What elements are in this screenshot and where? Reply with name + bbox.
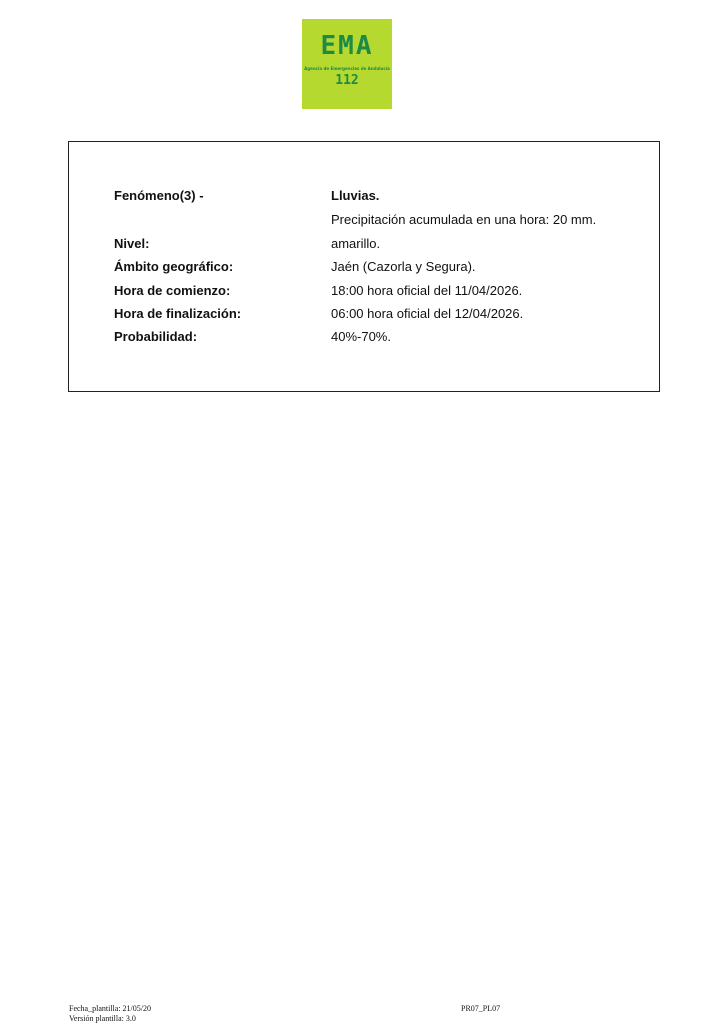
value-fenomeno: Lluvias. xyxy=(331,188,380,203)
logo-main-text: EMA xyxy=(320,31,374,61)
row-probabilidad xyxy=(69,329,659,353)
label-hora-comienzo: Hora de comienzo: xyxy=(114,283,231,298)
value-hora-finalizacion: 06:00 hora oficial del 12/04/2026. xyxy=(331,306,524,321)
warning-details-box xyxy=(68,141,660,392)
template-version: Versión plantilla: 3.0 xyxy=(69,1014,136,1023)
logo-subtitle: Agencia de Emergencias de Andalucía xyxy=(304,66,390,71)
row-fenomeno xyxy=(69,188,659,212)
label-ambito: Ámbito geográfico: xyxy=(114,259,234,274)
row-ambito xyxy=(69,259,659,283)
label-hora-finalizacion: Hora de finalización: xyxy=(114,306,242,321)
logo-number: 112 xyxy=(335,73,359,88)
value-precipitacion: Precipitación acumulada en una hora: 20 mm. xyxy=(331,212,597,227)
label-nivel: Nivel: xyxy=(114,236,150,251)
value-hora-comienzo: 18:00 hora oficial del 11/04/2026. xyxy=(331,283,523,298)
label-probabilidad: Probabilidad: xyxy=(114,329,198,344)
row-nivel xyxy=(69,236,659,260)
row-precipitacion xyxy=(69,212,659,236)
row-hora-finalizacion xyxy=(69,306,659,330)
template-info xyxy=(69,1004,151,1024)
ema-112-logo xyxy=(302,19,392,109)
value-nivel: amarillo. xyxy=(331,236,381,251)
template-code: PR07_PL07 xyxy=(461,1004,501,1013)
template-date: Fecha_plantilla: 21/05/20 xyxy=(69,1004,151,1013)
label-fenomeno: Fenómeno(3) - xyxy=(114,188,204,203)
value-ambito: Jaén (Cazorla y Segura). xyxy=(331,259,476,274)
value-probabilidad: 40%-70%. xyxy=(331,329,391,344)
row-hora-comienzo xyxy=(69,283,659,307)
